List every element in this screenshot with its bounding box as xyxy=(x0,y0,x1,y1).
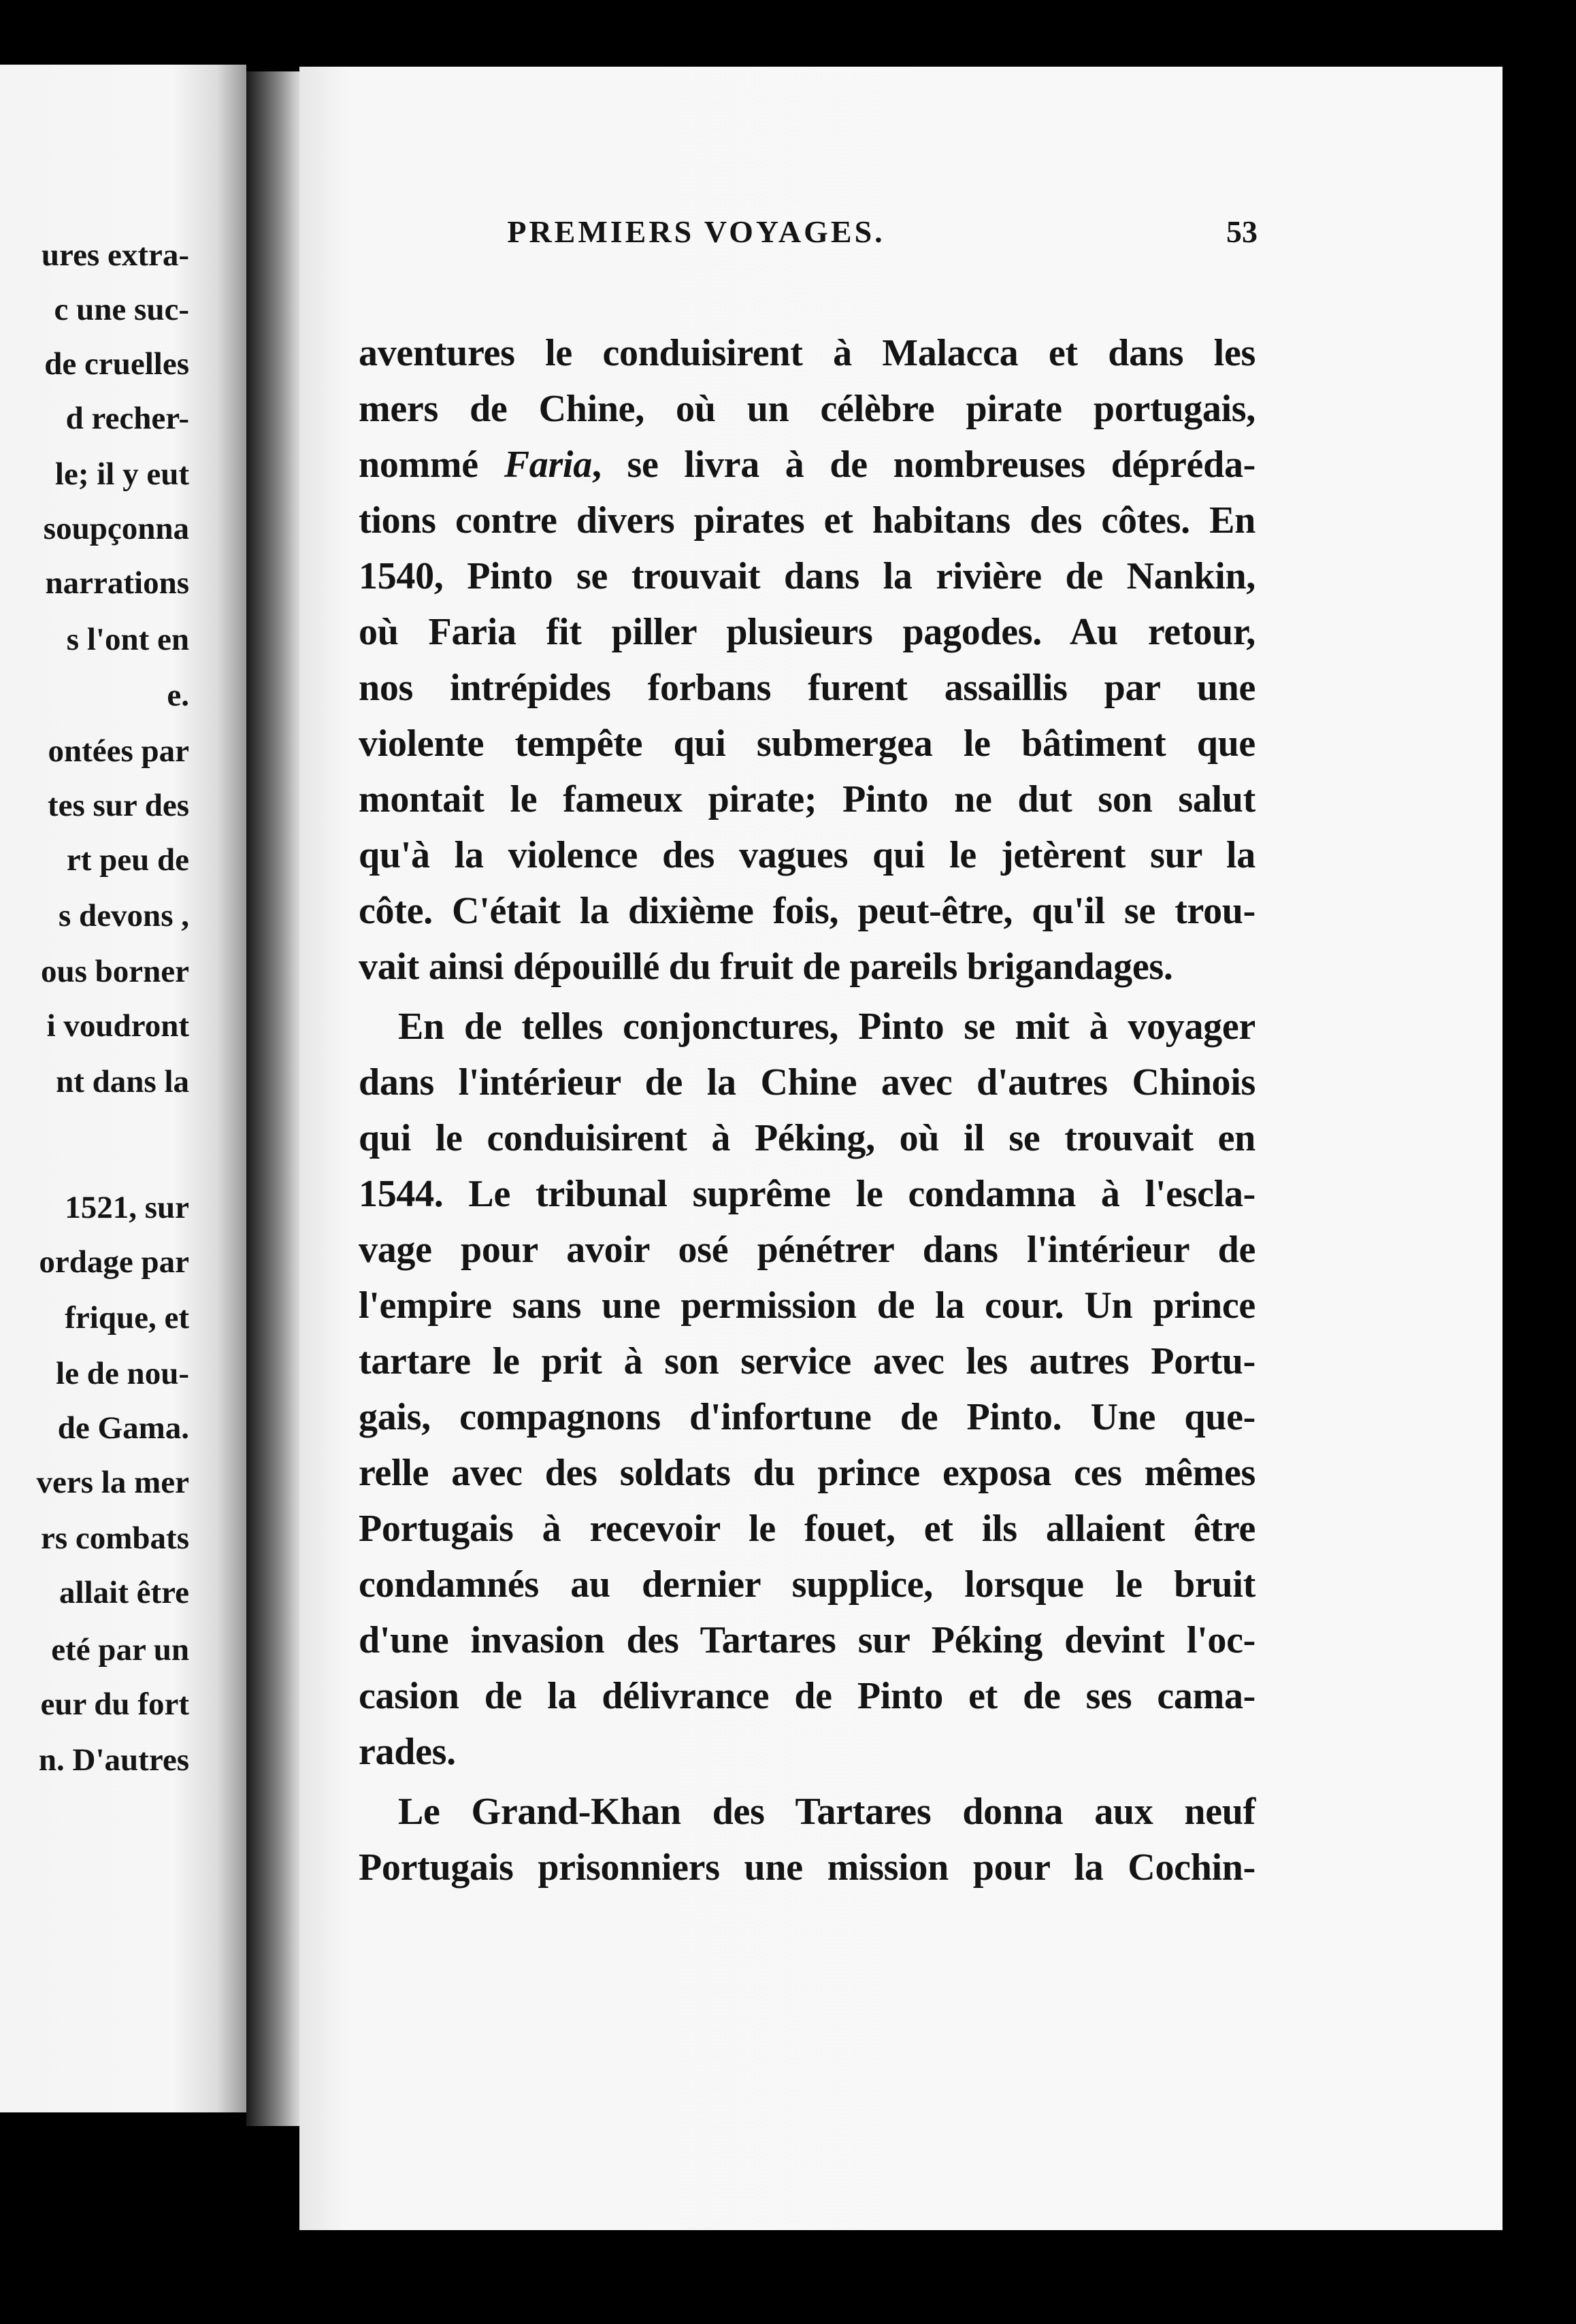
text-line: côte. C'était la dixième fois, peut-être, qu'il se trou- xyxy=(359,890,1255,932)
text-line: vage pour avoir osé pénétrer dans l'intérieur de xyxy=(359,1229,1255,1271)
italic-name: Faria xyxy=(504,444,592,486)
left-page-line: ontées par xyxy=(48,733,189,769)
text-line: tartare le prit à son service avec les autres Portu- xyxy=(359,1340,1255,1382)
text-line: qui le conduisirent à Péking, où il se trouvait en xyxy=(359,1117,1255,1159)
text-line: montait le fameux pirate; Pinto ne dut son salut xyxy=(359,778,1255,820)
left-page-line: le de nou- xyxy=(56,1356,189,1391)
left-page-line: d recher- xyxy=(65,401,189,436)
text-line xyxy=(359,437,1255,493)
text-line: Portugais prisonniers une mission pour la Cochin- xyxy=(359,1846,1255,1889)
text-line: casion de la délivrance de Pinto et de ses cama- xyxy=(359,1675,1255,1717)
paragraph xyxy=(359,325,1255,995)
body-text xyxy=(359,325,1255,1895)
left-page-line: soupçonna xyxy=(43,511,189,546)
left-page-line: eté par un xyxy=(51,1632,189,1667)
text-line: où Faria fit piller plusieurs pagodes. Au retour, xyxy=(359,611,1255,653)
text-line: Le Grand-Khan des Tartares donna aux neuf xyxy=(398,1791,1255,1833)
text-line: Portugais à recevoir le fouet, et ils allaient être xyxy=(359,1508,1255,1550)
left-page-line: i voudront xyxy=(46,1008,189,1044)
paragraph xyxy=(359,999,1255,1780)
text-line: nos intrépides forbans furent assaillis par une xyxy=(359,667,1255,709)
text-line: d'une invasion des Tartares sur Péking devint l'oc- xyxy=(359,1619,1255,1661)
left-page-line: rs combats xyxy=(41,1521,189,1556)
text-line: qu'à la violence des vagues qui le jetèrent sur la xyxy=(359,834,1255,876)
text-line: dans l'intérieur de la Chine avec d'autres Chinois xyxy=(359,1061,1255,1103)
book-gutter-shadow xyxy=(246,71,306,2126)
left-page-line: c une suc- xyxy=(54,292,189,327)
left-page-line: ous borner xyxy=(40,954,189,989)
text-line: gais, compagnons d'infortune de Pinto. Une que- xyxy=(359,1396,1255,1438)
text-line: tions contre divers pirates et habitans des côtes. En xyxy=(359,499,1255,542)
left-page-line: e. xyxy=(167,678,189,713)
text-run: , se livra à de nombreuses dépréda- xyxy=(591,444,1255,486)
text-line: mers de Chine, où un célèbre pirate portugais, xyxy=(359,388,1255,430)
text-line: En de telles conjonctures, Pinto se mit à voyager xyxy=(398,1006,1255,1048)
text-line: vait ainsi dépouillé du fruit de pareils brigandages. xyxy=(359,946,1173,988)
text-line: 1544. Le tribunal suprême le condamna à l'escla- xyxy=(359,1173,1255,1215)
left-page-line: narrations xyxy=(45,565,189,601)
left-page-line: s devons , xyxy=(59,898,189,933)
text-line: violente tempête qui submergea le bâtiment que xyxy=(359,723,1255,765)
page-number: 53 xyxy=(1226,214,1258,249)
left-page-line: vers la mer xyxy=(36,1465,189,1500)
left-page-line: frique, et xyxy=(65,1300,189,1335)
left-page-line: rt peu de xyxy=(66,842,189,878)
paragraph xyxy=(359,1784,1255,1895)
page-header xyxy=(305,208,1258,256)
left-page-line: de Gama. xyxy=(57,1410,189,1446)
text-line: rades. xyxy=(359,1731,456,1773)
left-page-line: ures extra- xyxy=(41,237,189,273)
text-line: 1540, Pinto se trouvait dans la rivière de Nankin, xyxy=(359,555,1255,597)
left-page-line: allait être xyxy=(59,1575,189,1610)
left-page-line: 1521, sur xyxy=(65,1190,189,1225)
text-line: aventures le conduisirent à Malacca et dans les xyxy=(359,332,1255,374)
running-title: PREMIERS VOYAGES. xyxy=(507,214,885,249)
text-line: l'empire sans une permission de la cour. Un prince xyxy=(359,1284,1255,1327)
left-page-line: le; il y eut xyxy=(54,456,189,492)
text-line: relle avec des soldats du prince exposa ces mêmes xyxy=(359,1452,1255,1494)
text-run: nommé xyxy=(359,444,504,486)
left-page-line: ordage par xyxy=(39,1244,189,1280)
left-page-line: n. D'autres xyxy=(38,1742,189,1778)
left-page-line: nt dans la xyxy=(56,1064,189,1099)
left-facing-page xyxy=(0,65,246,2112)
left-page-line: eur du fort xyxy=(40,1687,189,1722)
text-line: condamnés au dernier supplice, lorsque le bruit xyxy=(359,1563,1255,1606)
left-page-line: de cruelles xyxy=(44,346,189,382)
left-page-line: tes sur des xyxy=(47,788,189,823)
left-page-line: s l'ont en xyxy=(66,622,189,657)
